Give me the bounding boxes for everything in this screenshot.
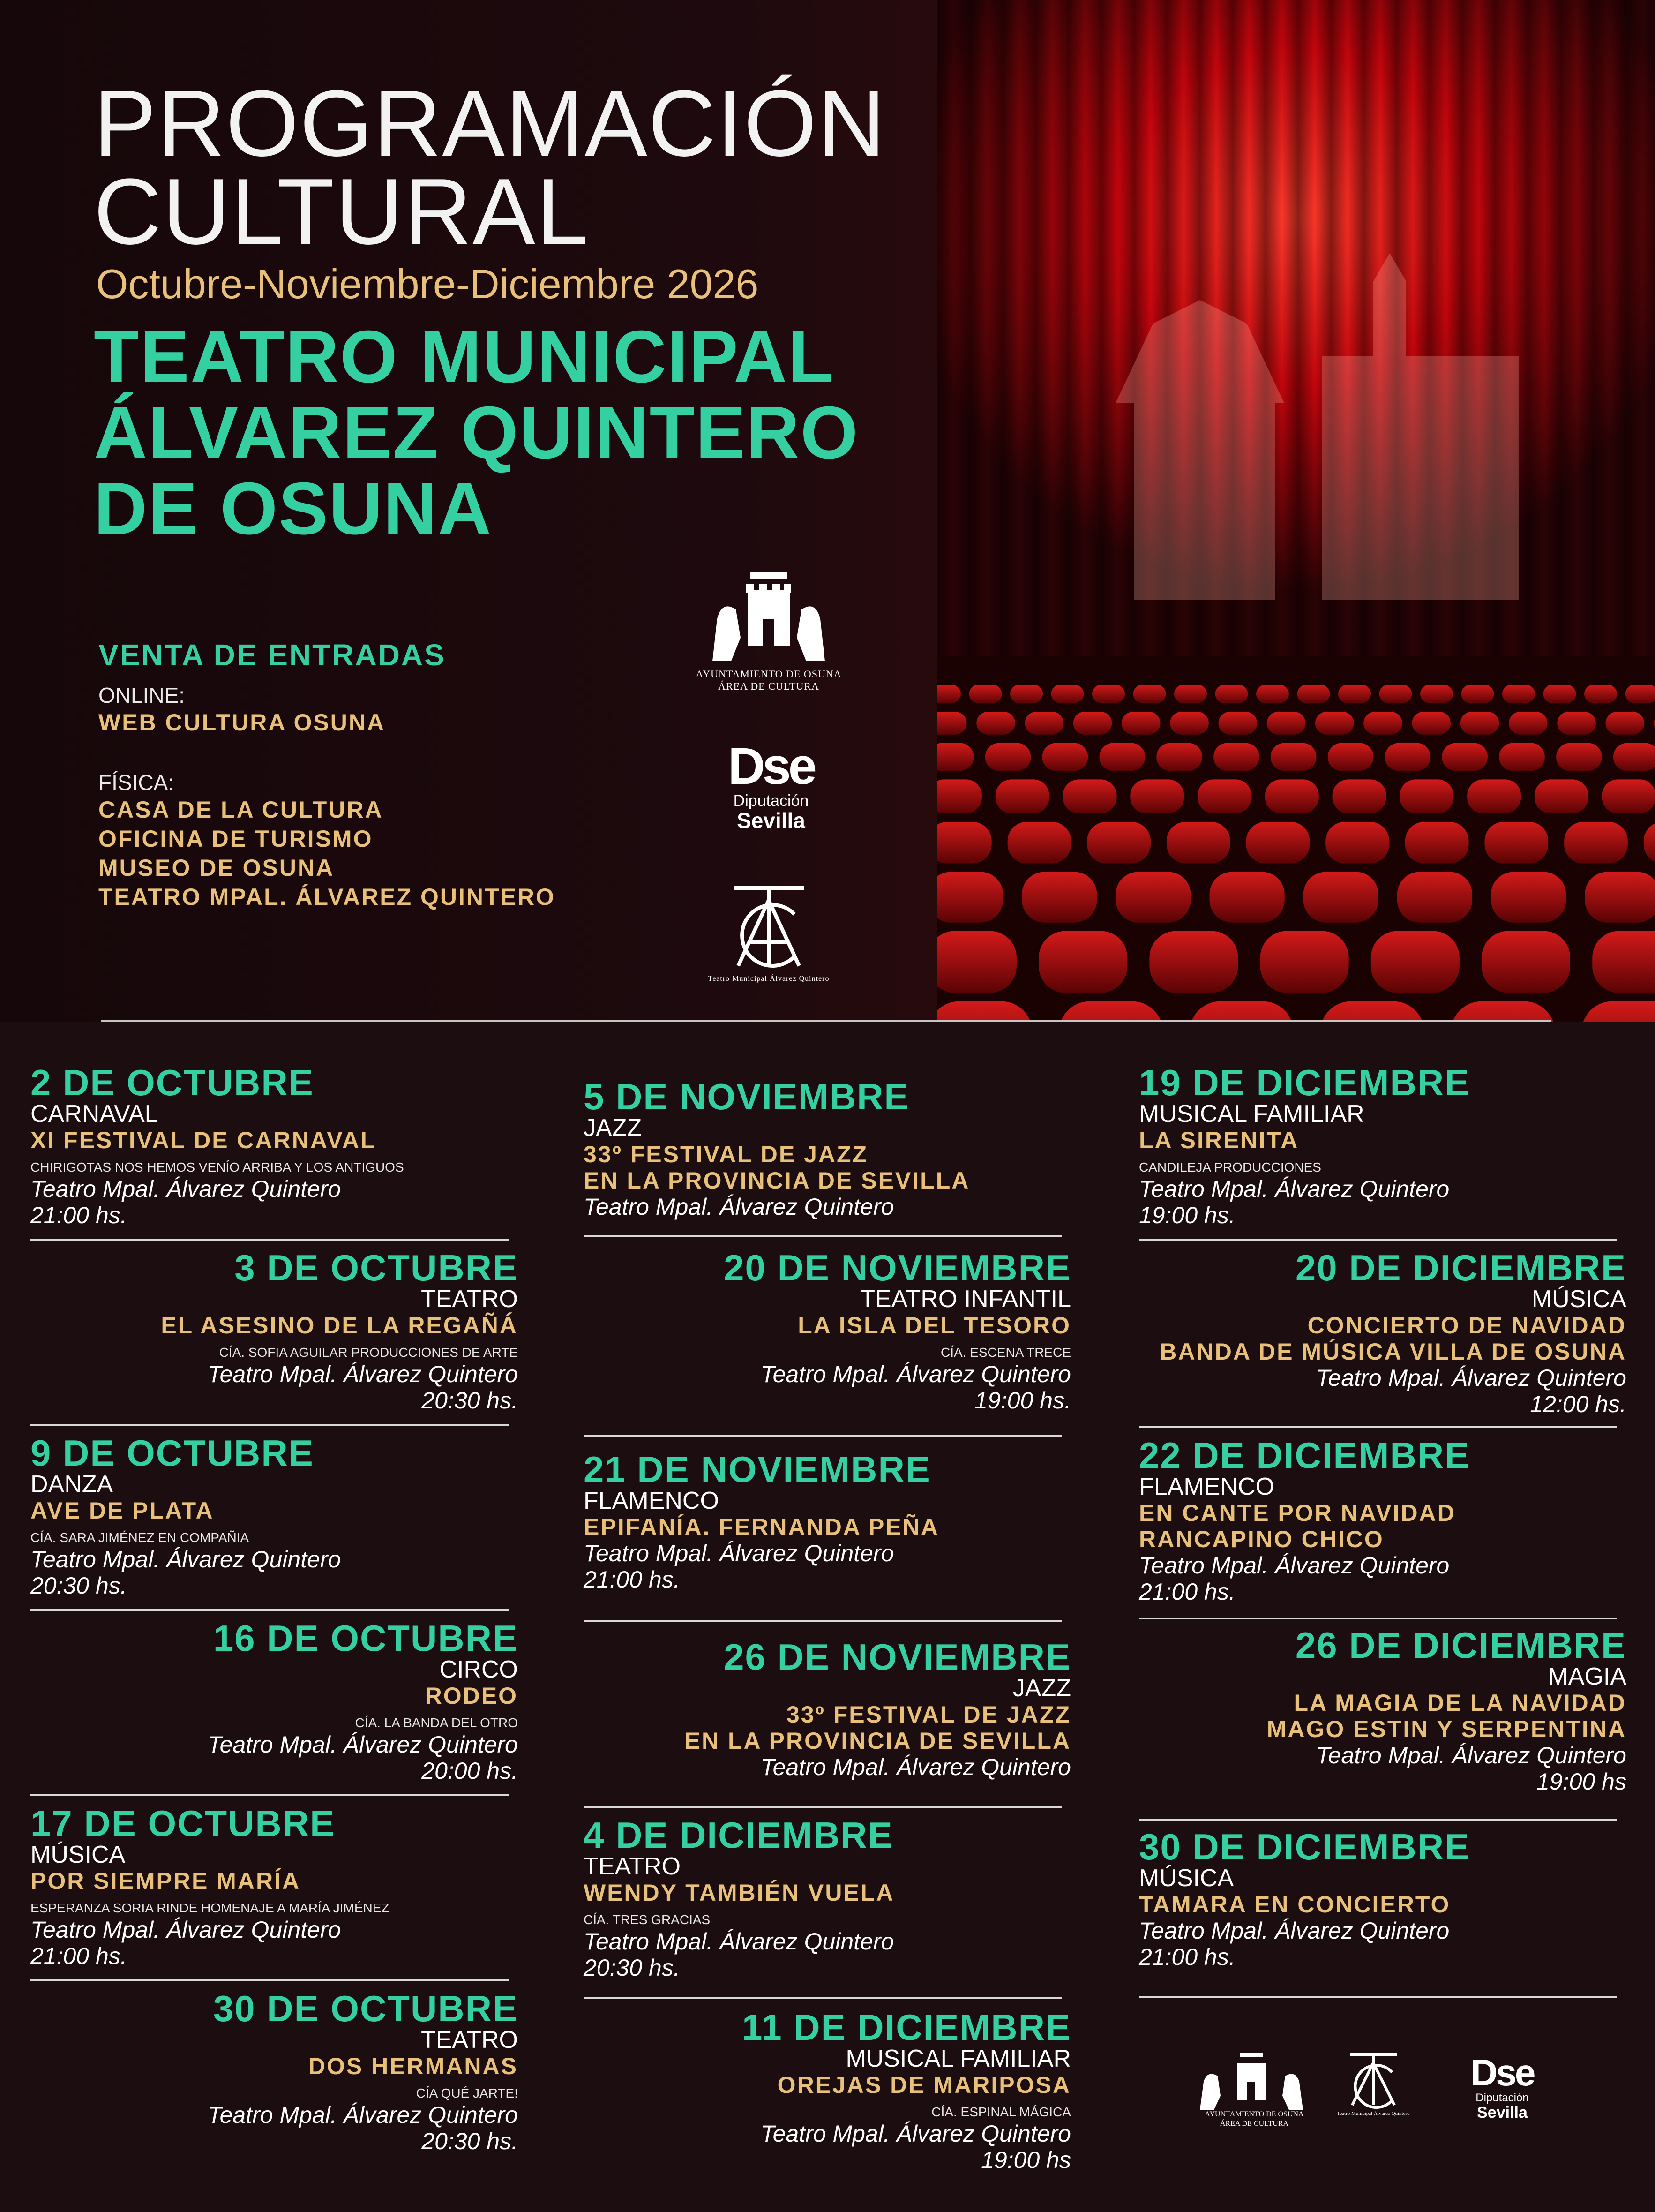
event-separator xyxy=(584,1620,1062,1622)
theater-seat xyxy=(1460,712,1499,735)
event-category: MÚSICA xyxy=(30,1841,126,1868)
ayuntamiento-logo xyxy=(675,572,862,692)
theater-seat xyxy=(1051,685,1084,703)
theater-seat xyxy=(1130,779,1184,813)
event-separator xyxy=(30,1979,509,1981)
event-separator xyxy=(584,1997,1062,1999)
theater-seat xyxy=(1246,822,1310,864)
theater-seat xyxy=(1063,779,1117,813)
event-card xyxy=(30,1620,518,1784)
theater-seat xyxy=(1149,931,1238,993)
event-date: 19 DE DICIEMBRE xyxy=(1139,1062,1470,1103)
event-separator xyxy=(1139,1996,1617,1998)
event-title: DOS HERMANAS xyxy=(308,2053,518,2079)
event-category: DANZA xyxy=(30,1471,113,1498)
physical-label: FÍSICA: xyxy=(98,770,174,795)
event-venue: Teatro Mpal. Álvarez Quintero xyxy=(584,1194,894,1220)
event-category: MÚSICA xyxy=(1531,1286,1626,1313)
theater-seat xyxy=(1022,872,1097,923)
event-title: AVE DE PLATA xyxy=(30,1497,214,1524)
theater-seat xyxy=(1405,822,1469,864)
theater-seat xyxy=(1073,712,1112,735)
ticket-sales-heading: VENTA DE ENTRADAS xyxy=(98,638,446,672)
event-title: EN LA PROVINCIA DE SEVILLA xyxy=(584,1167,970,1194)
theater-seat xyxy=(976,712,1015,735)
event-separator xyxy=(30,1239,509,1241)
theater-seat xyxy=(1297,685,1330,703)
event-card xyxy=(1139,1249,1626,1417)
event-company: CÍA. LA BANDA DEL OTRO xyxy=(355,1715,518,1730)
event-category: CARNAVAL xyxy=(30,1100,158,1128)
event-card xyxy=(584,1814,1071,1981)
theater-seat xyxy=(996,779,1049,813)
theater-seat xyxy=(1491,872,1566,923)
theater-seat xyxy=(1584,685,1617,703)
ayuntamiento-line-1: AYUNTAMIENTO DE OSUNA xyxy=(696,668,842,680)
theater-seat xyxy=(1325,822,1389,864)
theater-seat xyxy=(1174,685,1207,703)
event-company: CÍA. SOFIA AGUILAR PRODUCCIONES DE ARTE xyxy=(219,1345,518,1360)
curtain-fold xyxy=(1003,0,1036,680)
theater-seat xyxy=(1315,712,1354,735)
ticket-sales-info xyxy=(98,638,555,911)
theater-seat xyxy=(1116,872,1191,923)
theater-seat xyxy=(1509,712,1548,735)
event-company: CANDILEJA PRODUCCIONES xyxy=(1139,1160,1321,1174)
footer-diputacion-line-1: Diputación xyxy=(1475,2092,1529,2104)
event-date: 20 DE DICIEMBRE xyxy=(1295,1247,1626,1288)
theater-seat xyxy=(1025,712,1064,735)
event-venue: Teatro Mpal. Álvarez Quintero xyxy=(30,1546,341,1572)
event-separator xyxy=(1139,1618,1617,1619)
period-subtitle: Octubre-Noviembre-Diciembre 2026 xyxy=(96,261,759,307)
footer-ayto-line-1: AYUNTAMIENTO DE OSUNA xyxy=(1205,2110,1304,2118)
event-time: 19:00 hs xyxy=(981,2147,1071,2173)
event-title: WENDY TAMBIÉN VUELA xyxy=(584,1880,895,1906)
theater-seat xyxy=(969,685,1002,703)
event-date: 2 DE OCTUBRE xyxy=(30,1062,314,1103)
event-venue: Teatro Mpal. Álvarez Quintero xyxy=(760,2121,1071,2147)
event-separator xyxy=(1139,1426,1617,1428)
event-card xyxy=(584,1078,1071,1220)
event-company: CÍA. ESCENA TRECE xyxy=(940,1345,1071,1360)
curtain-fold xyxy=(1594,0,1626,680)
theater-seat xyxy=(937,872,1003,923)
event-venue: Teatro Mpal. Álvarez Quintero xyxy=(207,2102,518,2128)
castle-lions-icon xyxy=(703,572,834,666)
event-title: BANDA DE MÚSICA VILLA DE OSUNA xyxy=(1160,1339,1626,1365)
theater-seat xyxy=(1092,685,1125,703)
theater-seat xyxy=(1442,743,1488,771)
event-date: 4 DE DICIEMBRE xyxy=(584,1814,893,1856)
theater-seat xyxy=(937,743,974,771)
event-separator xyxy=(1139,1819,1617,1821)
event-time: 12:00 hs. xyxy=(1530,1391,1626,1417)
event-separator xyxy=(1139,1239,1617,1241)
event-time: 20:30 hs. xyxy=(584,1955,680,1981)
event-card xyxy=(584,1451,1071,1593)
theater-seat xyxy=(1613,743,1655,771)
teatro-logo-caption: Teatro Municipal Álvarez Quintero xyxy=(708,975,830,983)
theater-seat xyxy=(1385,743,1430,771)
event-card xyxy=(30,1064,518,1228)
event-company: CÍA. TRES GRACIAS xyxy=(584,1912,711,1927)
theater-seat xyxy=(1543,685,1576,703)
event-category: JAZZ xyxy=(584,1114,642,1142)
theater-seat xyxy=(1363,712,1402,735)
physical-point: TEATRO MPAL. ÁLVAREZ QUINTERO xyxy=(98,884,555,910)
theater-seat xyxy=(1210,872,1285,923)
event-title: XI FESTIVAL DE CARNAVAL xyxy=(30,1127,376,1153)
event-category: MAGIA xyxy=(1548,1663,1626,1690)
event-date: 26 DE NOVIEMBRE xyxy=(724,1636,1071,1678)
theater-seat xyxy=(937,931,1017,993)
theater-seat xyxy=(1606,712,1645,735)
theater-seat xyxy=(1557,712,1596,735)
theater-seat xyxy=(1564,822,1628,864)
event-title: CONCIERTO DE NAVIDAD xyxy=(1307,1312,1626,1339)
event-title: POR SIEMPRE MARÍA xyxy=(30,1868,301,1894)
physical-point: MUSEO DE OSUNA xyxy=(98,855,335,881)
footer-diputacion-mark-icon: Dse xyxy=(1470,2052,1534,2093)
event-time: 21:00 hs. xyxy=(30,1943,127,1969)
event-card xyxy=(30,1990,518,2154)
event-date: 11 DE DICIEMBRE xyxy=(742,2007,1071,2048)
event-card xyxy=(1139,1828,1626,1970)
event-card xyxy=(584,1249,1071,1414)
event-venue: Teatro Mpal. Álvarez Quintero xyxy=(760,1754,1071,1780)
title-line-1: PROGRAMACIÓN xyxy=(94,71,886,176)
event-date: 17 DE OCTUBRE xyxy=(30,1803,336,1844)
event-category: FLAMENCO xyxy=(584,1487,719,1514)
event-venue: Teatro Mpal. Álvarez Quintero xyxy=(760,1361,1071,1387)
poster-title xyxy=(94,71,886,264)
teatro-monogram-icon xyxy=(724,881,813,971)
diputacion-logo xyxy=(719,737,823,833)
event-venue: Teatro Mpal. Álvarez Quintero xyxy=(584,1540,894,1566)
event-venue: Teatro Mpal. Álvarez Quintero xyxy=(1139,1552,1450,1579)
venue-line-2: ÁLVAREZ QUINTERO xyxy=(94,391,859,474)
theater-seat xyxy=(1420,685,1453,703)
event-category: FLAMENCO xyxy=(1139,1473,1274,1500)
theater-seat xyxy=(1219,712,1258,735)
theater-seat xyxy=(1592,931,1655,993)
theater-seat xyxy=(1499,743,1544,771)
event-category: TEATRO xyxy=(420,1286,518,1313)
theater-seat xyxy=(1010,685,1043,703)
theater-seat xyxy=(1602,779,1655,813)
theater-seat xyxy=(1215,685,1248,703)
theater-seat xyxy=(1379,685,1412,703)
theater-seat xyxy=(1100,743,1145,771)
event-title: LA ISLA DEL TESORO xyxy=(798,1312,1071,1339)
event-separator xyxy=(584,1806,1062,1808)
event-title: EN LA PROVINCIA DE SEVILLA xyxy=(684,1728,1071,1754)
theater-seat xyxy=(1271,743,1316,771)
curtain-stage-image xyxy=(937,0,1655,1022)
event-category: TEATRO xyxy=(420,2026,518,2054)
teatro-logo xyxy=(703,881,834,985)
event-company: ESPERANZA SORIA RINDE HOMENAJE A MARÍA JIMÉNEZ xyxy=(30,1901,389,1915)
event-title: EL ASESINO DE LA REGAÑÁ xyxy=(161,1312,518,1339)
event-company: CHIRIGOTAS NOS HEMOS VENÍO ARRIBA Y LOS ANTIGUOS xyxy=(30,1160,404,1174)
event-venue: Teatro Mpal. Álvarez Quintero xyxy=(1139,1918,1450,1944)
event-separator xyxy=(584,1235,1062,1237)
theater-seat xyxy=(1333,779,1386,813)
event-venue: Teatro Mpal. Álvarez Quintero xyxy=(1316,1742,1626,1768)
theater-seat xyxy=(1156,743,1202,771)
event-card xyxy=(1139,1064,1626,1228)
theater-seat xyxy=(937,822,992,864)
event-category: CIRCO xyxy=(439,1656,518,1683)
event-category: JAZZ xyxy=(1012,1675,1071,1702)
theater-seat xyxy=(1167,822,1230,864)
event-date: 9 DE OCTUBRE xyxy=(30,1432,314,1474)
theater-seat xyxy=(1585,872,1655,923)
diputacion-line-1: Diputación xyxy=(733,792,809,810)
curtain-fold xyxy=(937,0,970,680)
title-line-2: CULTURAL xyxy=(94,159,589,264)
event-card xyxy=(584,2009,1071,2173)
theater-seat xyxy=(1625,685,1655,703)
theater-seat xyxy=(1122,712,1161,735)
theater-seat xyxy=(1535,779,1588,813)
physical-point: OFICINA DE TURISMO xyxy=(98,826,373,852)
event-time: 21:00 hs. xyxy=(1139,1579,1236,1605)
theater-seat xyxy=(1461,685,1494,703)
event-time: 20:30 hs. xyxy=(30,1572,127,1599)
event-title: LA MAGIA DE LA NAVIDAD xyxy=(1294,1690,1626,1716)
event-title: EN CANTE POR NAVIDAD xyxy=(1139,1500,1456,1526)
theater-seat xyxy=(1267,712,1306,735)
venue-line-3: DE OSUNA xyxy=(94,467,492,550)
header-banner xyxy=(0,0,1655,1022)
theater-seat xyxy=(1412,712,1451,735)
diputacion-mark-icon: Dse xyxy=(728,737,814,795)
event-time: 19:00 hs xyxy=(1536,1768,1626,1795)
event-time: 21:00 hs. xyxy=(584,1566,680,1593)
venue-title xyxy=(94,316,859,550)
venue-line-1: TEATRO MUNICIPAL xyxy=(94,316,834,398)
event-venue: Teatro Mpal. Álvarez Quintero xyxy=(30,1176,341,1202)
event-category: MUSICAL FAMILIAR xyxy=(846,2045,1071,2072)
event-time: 20:30 hs. xyxy=(421,1387,518,1414)
event-title: TAMARA EN CONCIERTO xyxy=(1139,1891,1451,1918)
event-venue: Teatro Mpal. Álvarez Quintero xyxy=(584,1928,894,1955)
event-card xyxy=(584,1636,1071,1780)
diputacion-line-2: Sevilla xyxy=(737,808,805,833)
event-date: 22 DE DICIEMBRE xyxy=(1139,1435,1470,1476)
theater-seat xyxy=(1303,872,1378,923)
event-separator xyxy=(584,1435,1062,1437)
physical-point: CASA DE LA CULTURA xyxy=(98,797,383,823)
event-separator xyxy=(30,1424,509,1426)
event-card xyxy=(30,1249,518,1414)
event-date: 5 DE NOVIEMBRE xyxy=(584,1076,910,1117)
event-card xyxy=(1139,1627,1626,1795)
event-title: RANCAPINO CHICO xyxy=(1139,1526,1384,1552)
event-venue: Teatro Mpal. Álvarez Quintero xyxy=(30,1917,341,1943)
event-venue: Teatro Mpal. Álvarez Quintero xyxy=(1139,1176,1450,1202)
footer-ayto-line-2: ÁREA DE CULTURA xyxy=(1220,2120,1289,2128)
theater-seat xyxy=(1467,779,1521,813)
theater-seat xyxy=(1265,779,1319,813)
event-separator xyxy=(30,1794,509,1796)
event-time: 20:30 hs. xyxy=(421,2128,518,2154)
event-title: OREJAS DE MARIPOSA xyxy=(777,2072,1071,2098)
curtain-fold xyxy=(1561,0,1594,680)
theater-seat xyxy=(1256,685,1289,703)
theater-seat xyxy=(1260,931,1349,993)
theater-seat xyxy=(937,779,982,813)
event-time: 21:00 hs. xyxy=(1139,1944,1236,1970)
event-category: MÚSICA xyxy=(1139,1865,1234,1892)
theater-seat xyxy=(1039,931,1127,993)
event-title: 33º FESTIVAL DE JAZZ xyxy=(584,1141,869,1167)
curtain-illustration xyxy=(937,0,1655,1022)
theater-seat xyxy=(1485,822,1549,864)
theater-seat xyxy=(1338,685,1371,703)
event-date: 26 DE DICIEMBRE xyxy=(1295,1625,1626,1666)
event-date: 30 DE DICIEMBRE xyxy=(1139,1826,1470,1867)
event-venue: Teatro Mpal. Álvarez Quintero xyxy=(207,1361,518,1387)
theater-seat xyxy=(1198,779,1251,813)
theater-seat xyxy=(1133,685,1166,703)
event-separator xyxy=(30,1609,509,1611)
event-time: 20:00 hs. xyxy=(421,1758,518,1784)
theater-seat xyxy=(1213,743,1259,771)
theater-seat xyxy=(1328,743,1373,771)
theater-seat xyxy=(1087,822,1151,864)
event-date: 30 DE OCTUBRE xyxy=(213,1988,518,2029)
curtain-fold xyxy=(1528,0,1561,680)
theater-seat xyxy=(937,685,961,703)
event-company: CÍA. ESPINAL MÁGICA xyxy=(931,2105,1071,2119)
event-company: CÍA. SARA JIMÉNEZ EN COMPAÑIA xyxy=(30,1530,249,1545)
online-label: ONLINE: xyxy=(98,683,185,707)
event-category: TEATRO xyxy=(584,1853,681,1880)
footer-teatro-caption: Teatro Municipal Álvarez Quintero xyxy=(1337,2111,1410,2116)
theater-seat xyxy=(1502,685,1535,703)
event-card xyxy=(30,1432,518,1599)
event-title: RODEO xyxy=(425,1683,518,1709)
event-category: TEATRO INFANTIL xyxy=(860,1286,1071,1313)
event-venue: Teatro Mpal. Álvarez Quintero xyxy=(1316,1365,1626,1391)
curtain-fold xyxy=(1626,0,1655,680)
curtain-fold xyxy=(1101,0,1134,680)
footer-logos xyxy=(1191,2049,1547,2143)
event-category: MUSICAL FAMILIAR xyxy=(1139,1100,1364,1128)
event-title: 33º FESTIVAL DE JAZZ xyxy=(786,1701,1071,1728)
theater-seat xyxy=(1042,743,1088,771)
event-title: MAGO ESTIN Y SERPENTINA xyxy=(1266,1716,1626,1742)
theater-seat xyxy=(1556,743,1602,771)
curtain-fold xyxy=(1069,0,1101,680)
event-card xyxy=(1139,1437,1626,1605)
theater-seat xyxy=(985,743,1031,771)
theater-seat xyxy=(1170,712,1209,735)
theater-seat xyxy=(1400,779,1453,813)
event-venue: Teatro Mpal. Álvarez Quintero xyxy=(207,1731,518,1758)
footer-diputacion-logo xyxy=(1467,2054,1537,2121)
online-value: WEB CULTURA OSUNA xyxy=(98,709,386,736)
event-card xyxy=(30,1805,518,1969)
footer-diputacion-line-2: Sevilla xyxy=(1477,2104,1528,2122)
curtain-fold xyxy=(970,0,1003,680)
event-date: 21 DE NOVIEMBRE xyxy=(584,1449,931,1490)
event-date: 3 DE OCTUBRE xyxy=(234,1247,518,1288)
event-date: 16 DE OCTUBRE xyxy=(213,1618,518,1659)
theater-seat xyxy=(1371,931,1460,993)
event-time: 19:00 hs. xyxy=(1139,1202,1236,1228)
theater-seat xyxy=(1008,822,1071,864)
curtain-fold xyxy=(1036,0,1069,680)
section-divider xyxy=(101,1020,1551,1022)
theater-seat xyxy=(937,712,967,735)
event-title: LA SIRENITA xyxy=(1139,1127,1299,1153)
theater-seat xyxy=(1482,931,1570,993)
event-time: 21:00 hs. xyxy=(30,1202,127,1228)
event-title: EPIFANÍA. FERNANDA PEÑA xyxy=(584,1514,939,1540)
footer-ayuntamiento-caption xyxy=(1203,2110,1306,2129)
event-company: CÍA QUÉ JARTE! xyxy=(416,2086,518,2100)
theater-seat xyxy=(1397,872,1472,923)
ayuntamiento-line-2: ÁREA DE CULTURA xyxy=(718,680,819,692)
event-date: 20 DE NOVIEMBRE xyxy=(724,1247,1071,1288)
event-time: 19:00 hs. xyxy=(974,1387,1071,1414)
